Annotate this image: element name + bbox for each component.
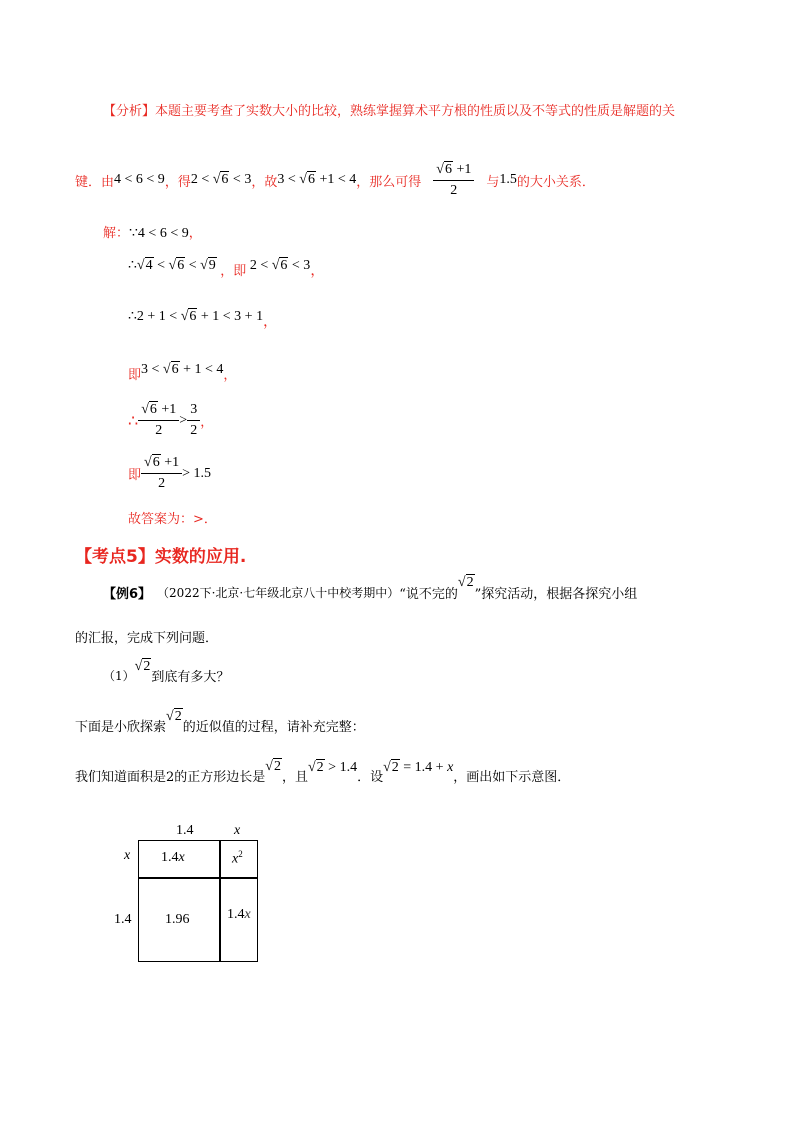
math-part: +1 (157, 402, 177, 417)
example-text: ”探究活动，根据各探究小组 (474, 586, 638, 602)
sqrt-expression: √6 (180, 309, 197, 324)
punct: ， (188, 226, 202, 241)
solution-line-3 (128, 305, 278, 330)
label-top-right: x (234, 823, 241, 838)
math-value: 1.5 (499, 172, 517, 187)
answer-line: 故答案为：>． (128, 512, 217, 527)
paragraph-text: ，画出如下示意图． (453, 769, 571, 785)
question-text: 到底有多大？ (151, 669, 230, 685)
radicand: 2 (466, 575, 474, 590)
paragraph-text: 下面是小欣探索 (75, 719, 167, 735)
math-part: > (179, 412, 188, 428)
sqrt-expression: √2 (166, 709, 182, 724)
radicand: 2 (391, 760, 399, 775)
analysis-text: 本题主要考查了实数大小的比较，熟练掌握算术平方根的性质以及不等式的性质是解题的关 (155, 104, 676, 119)
sqrt-expression: √2 (457, 575, 474, 590)
radicand: 6 (189, 309, 197, 324)
solution-line-1 (103, 222, 202, 242)
paragraph-2 (75, 758, 570, 792)
math-part: + 1 < 4 (179, 362, 224, 377)
math-equation (383, 760, 453, 776)
math-inequality (277, 172, 356, 188)
paragraph-text: ．设 (357, 769, 384, 785)
fraction-numerator: 3 (187, 402, 200, 421)
radicand: 2 (273, 759, 281, 774)
cell-bottom-right (227, 907, 251, 923)
text-ji: 即 (128, 368, 142, 383)
example-label: 【例6】 (103, 586, 152, 602)
sqrt-expression: √2 (134, 659, 151, 674)
question-1 (103, 660, 229, 690)
cell-bottom-left: 1.96 (165, 912, 190, 927)
math-part: < (185, 258, 201, 273)
math-part: +1 (452, 161, 472, 177)
paragraph-text: ，且 (281, 769, 308, 785)
solution-line-5 (128, 402, 213, 439)
fraction (187, 402, 200, 439)
paragraph-1 (75, 708, 365, 742)
fraction-numerator (141, 455, 182, 474)
radicand: 6 (149, 402, 157, 417)
sqrt-expression: √6 (212, 172, 229, 187)
cell-variable: x (244, 907, 251, 922)
math-line (141, 362, 223, 377)
radicand: 2 (316, 760, 324, 775)
sqrt-expression: √6 (271, 258, 288, 273)
radicand: 2 (174, 709, 182, 724)
math-part: 2 < (190, 172, 210, 187)
analysis-text: 键．由 (75, 174, 115, 190)
math-variable: x (447, 760, 454, 775)
cell-number: 1.4 (161, 850, 179, 865)
text-ji: ，即 (220, 264, 247, 279)
solution-line-6 (128, 455, 211, 492)
math-part: +1 (160, 455, 180, 470)
punct: ， (223, 368, 237, 383)
cell-number: 1.4 (227, 907, 245, 922)
math-part: ∴ (128, 258, 137, 273)
sqrt-expression: √6 (299, 172, 315, 187)
fraction (433, 162, 474, 199)
analysis-text: ，那么可得 (356, 174, 422, 190)
math-part: 2 < (249, 258, 272, 273)
solution-label: 解： (103, 226, 130, 241)
analysis-label: 【分析】 (103, 104, 156, 119)
solution-line-4 (128, 358, 237, 383)
paragraph-text: 我们知道面积是2的正方形边长是 (75, 769, 266, 785)
example-line-1 (103, 575, 637, 609)
sqrt-expression: √6 (144, 455, 160, 470)
sqrt-expression: √2 (265, 759, 281, 774)
fraction (141, 455, 182, 492)
analysis-line-1 (103, 100, 675, 119)
analysis-text: ，故 (251, 174, 278, 190)
radicand: 4 (145, 258, 153, 273)
cell-exponent: 2 (238, 849, 243, 859)
analysis-line-2 (75, 150, 595, 210)
radicand: 6 (177, 258, 185, 273)
math-part: 3 < (141, 362, 163, 377)
math-inequality (191, 172, 252, 188)
math-part: 3 < (277, 172, 296, 187)
sqrt-expression: √6 (168, 258, 185, 273)
label-side-top: x (124, 848, 131, 863)
solution-line-2 (128, 254, 325, 279)
radicand: 6 (171, 362, 179, 377)
analysis-text: 的大小关系． (516, 174, 595, 190)
question-number: （1） (103, 668, 135, 683)
math-part: + 1 < 3 + 1 (197, 309, 264, 324)
example-text: “说不完的 (399, 586, 458, 602)
sqrt-expression: √6 (141, 402, 157, 417)
section-heading: 【考点5】实数的应用. (75, 547, 247, 567)
math-part: > 1.4 (324, 760, 358, 775)
math-line: ∵4 < 6 < 9 (129, 226, 189, 241)
radicand: 9 (208, 258, 216, 273)
example-line-2: 的汇报，完成下列问题． (75, 631, 219, 646)
math-part: < 3 (232, 172, 252, 187)
punct: ， (263, 315, 278, 330)
math-part: ∴2 + 1 < (128, 309, 181, 324)
analysis-text: ，得 (164, 174, 191, 190)
fraction-denominator: 2 (155, 423, 163, 438)
math-inequality (308, 760, 357, 776)
fraction-denominator: 2 (158, 476, 166, 491)
cell-top-left (161, 850, 185, 866)
sqrt-expression: √2 (307, 760, 324, 775)
label-side-bottom: 1.4 (114, 912, 132, 927)
sqrt-expression: √9 (200, 258, 216, 273)
analysis-text: 与 (486, 174, 500, 190)
math-part: = 1.4 + (399, 760, 448, 775)
radicand: 2 (143, 659, 151, 674)
sqrt-expression: √6 (436, 161, 452, 177)
punct: ， (200, 415, 214, 430)
example-source: （2022下·北京·七年级北京八十中校考期中） (157, 585, 400, 600)
punct: ， (310, 264, 325, 279)
therefore-symbol: ∴ (128, 411, 139, 430)
sqrt-expression: √4 (136, 258, 153, 273)
cell-top-right (232, 849, 243, 868)
radicand: 6 (307, 172, 315, 187)
fraction (138, 402, 179, 439)
fraction-denominator: 2 (190, 423, 198, 438)
fraction-numerator (433, 162, 474, 181)
fraction-denominator: 2 (450, 182, 458, 198)
sqrt-expression: √6 (162, 362, 179, 377)
math-part: < 3 (288, 258, 311, 273)
radicand: 6 (152, 455, 160, 470)
math-part: +1 < 4 (319, 172, 357, 187)
fraction-numerator (138, 402, 179, 421)
sqrt-expression: √2 (383, 760, 399, 775)
radicand: 6 (444, 161, 452, 177)
cell-variable: x (178, 850, 185, 865)
cell-variable: x (232, 851, 239, 867)
radicand: 6 (280, 258, 288, 273)
diagram-v-divider (219, 840, 221, 962)
math-part: > 1.5 (182, 465, 212, 481)
radicand: 6 (221, 172, 229, 187)
math-part: < (153, 258, 169, 273)
math-inequality: 4 < 6 < 9 (114, 172, 165, 187)
label-top-left: 1.4 (176, 823, 194, 838)
diagram-h-divider (138, 877, 258, 879)
text-ji: 即 (128, 468, 142, 483)
paragraph-text: 的近似值的过程，请补充完整： (182, 719, 365, 735)
